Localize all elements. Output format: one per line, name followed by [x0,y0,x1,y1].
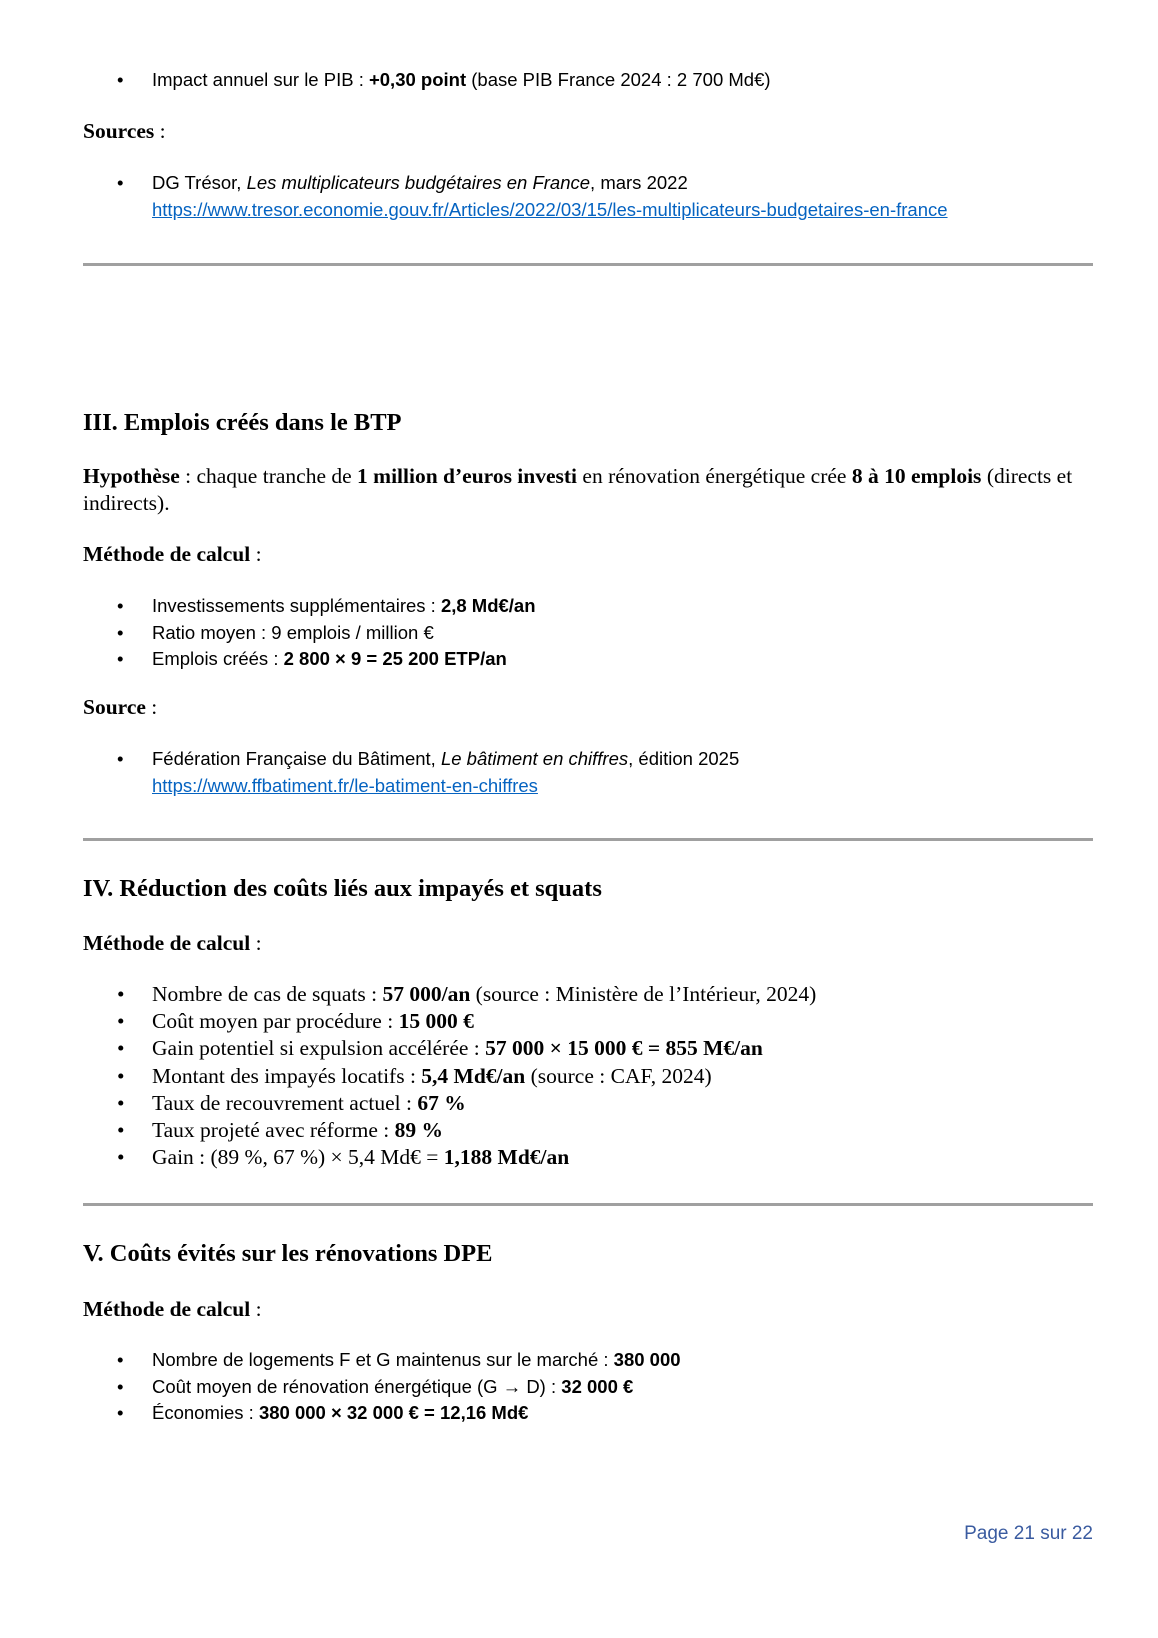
page-number: Page 21 sur 22 [964,1523,1093,1544]
list-item: • Emplois créés : 2 800 × 9 = 25 200 ETP/an [83,646,1093,673]
source-heading: Source : [83,695,158,719]
list-item: • Fédération Française du Bâtiment, Le bâtiment en chiffres, édition 2025 https://www.ffbatiment.fr/le-batiment-en-chiffres [83,746,1093,799]
list-item: • Montant des impayés locatifs : 5,4 Md€/an (source : CAF, 2024) [83,1063,1093,1090]
sources-list [83,170,1093,223]
method-heading: Méthode de calcul : [83,1297,262,1321]
list-item: • Économies : 380 000 × 32 000 € = 12,16 Md€ [83,1400,1093,1427]
list-item: • Impact annuel sur le PIB : +0,30 point (base PIB France 2024 : 2 700 Md€) [83,67,1093,94]
section-title-squats: IV. Réduction des coûts liés aux impayés et squats [83,875,602,902]
section-title-btp-jobs: III. Emplois créés dans le BTP [83,409,402,436]
ffb-source-link[interactable]: https://www.ffbatiment.fr/le-batiment-en-chiffres [152,774,538,796]
section-divider [83,263,1093,266]
list-item: • DG Trésor, Les multiplicateurs budgétaires en France, mars 2022 https://www.tresor.economie.gouv.fr/Articles/2022/03/15/les-multiplicateurs-budgetaires-en-france [83,170,1093,223]
btp-source-list [83,746,1093,799]
section-divider [83,1203,1093,1206]
list-item: • Coût moyen par procédure : 15 000 € [83,1008,1093,1035]
list-item: • Coût moyen de rénovation énergétique (G → D) : 32 000 € [83,1374,1093,1401]
tresor-source-link[interactable]: https://www.tresor.economie.gouv.fr/Articles/2022/03/15/les-multiplicateurs-budgetaires-en-france [152,198,948,220]
method-heading: Méthode de calcul : [83,542,262,566]
gdp-impact-list [83,67,1093,94]
list-item: • Nombre de logements F et G maintenus sur le marché : 380 000 [83,1347,1093,1374]
list-item: • Gain potentiel si expulsion accélérée : 57 000 × 15 000 € = 855 M€/an [83,1035,1093,1062]
section-divider [83,838,1093,841]
list-item: • Investissements supplémentaires : 2,8 Md€/an [83,593,1093,620]
btp-method-list [83,593,1093,673]
hypothesis-paragraph: Hypothèse : chaque tranche de 1 million d’euros investi en rénovation énergétique crée 8 à 10 emplois (directs et indirects). [83,464,1073,515]
list-item: • Nombre de cas de squats : 57 000/an (source : Ministère de l’Intérieur, 2024) [83,981,1093,1008]
sources-heading: Sources : [83,119,166,143]
section-title-dpe: V. Coûts évités sur les rénovations DPE [83,1240,493,1267]
method-heading: Méthode de calcul : [83,931,262,955]
dpe-method-list [83,1347,1093,1427]
list-item: • Taux de recouvrement actuel : 67 % [83,1090,1093,1117]
list-item: • Ratio moyen : 9 emplois / million € [83,620,1093,647]
list-item: • Gain : (89 %, 67 %) × 5,4 Md€ = 1,188 Md€/an [83,1144,1093,1171]
list-item: • Taux projeté avec réforme : 89 % [83,1117,1093,1144]
squats-method-list [83,981,1093,1171]
